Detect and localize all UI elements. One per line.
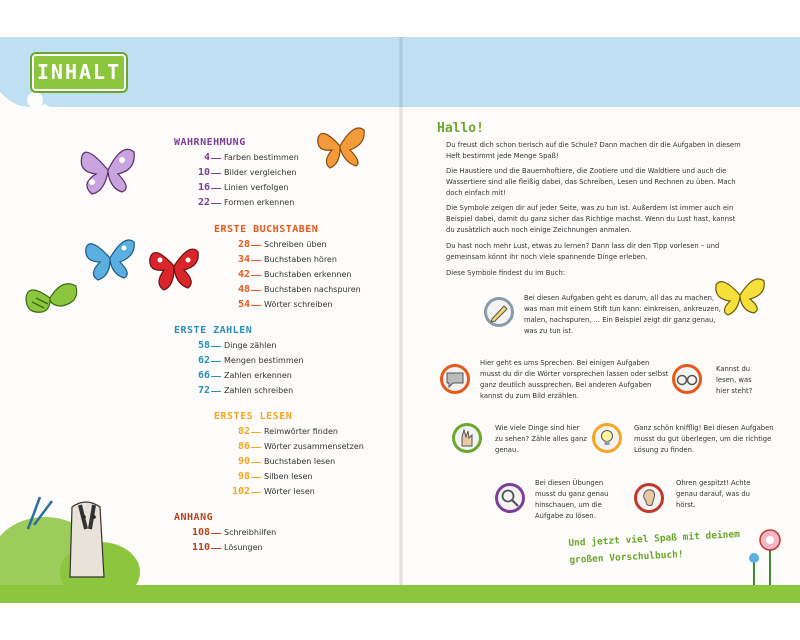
toc-page-number: 22	[197, 197, 210, 208]
toc-entry[interactable]	[176, 152, 299, 163]
toc-entry[interactable]	[176, 340, 276, 351]
flowers-illustration	[740, 522, 800, 592]
blue-butterfly-icon	[84, 232, 136, 282]
toc-label: Formen erkennen	[224, 198, 295, 207]
toc-entry[interactable]	[216, 299, 332, 310]
toc-page-number: 108	[191, 527, 210, 538]
toc-label: Bilder vergleichen	[224, 168, 297, 177]
toc-label: Schreiben üben	[264, 240, 327, 249]
toc-entry[interactable]	[216, 284, 361, 295]
toc-label: Silben lesen	[264, 472, 313, 481]
toc-entry[interactable]	[176, 182, 288, 193]
section-heading-anhang: ANHANG	[174, 512, 214, 523]
toc-entry[interactable]	[176, 197, 294, 208]
toc-page-number: 54	[237, 299, 250, 310]
toc-page-number: 34	[237, 254, 250, 265]
toc-page-number: 66	[197, 370, 210, 381]
toc-entry[interactable]	[216, 441, 364, 452]
section-heading-erste-zahlen: ERSTE ZAHLEN	[174, 325, 253, 336]
ear-icon	[634, 483, 664, 513]
toc-page-number: 82	[237, 426, 250, 437]
toc-entry[interactable]	[216, 254, 337, 265]
toc-page-number: 98	[237, 471, 250, 482]
symbol-description: Bei diesen Übungen musst du ganz genau hinschauen, um die Aufgabe zu lösen.	[535, 479, 609, 520]
toc-page-number: 62	[197, 355, 210, 366]
toc-entry[interactable]	[176, 167, 296, 178]
intro-paragraph: Diese Symbole findest du im Buch:	[446, 269, 566, 277]
purple-butterfly-icon	[78, 142, 138, 197]
toc-label: Wörter zusammensetzen	[264, 442, 364, 451]
toc-label: Schreibhilfen	[224, 528, 277, 537]
toc-label: Linien verfolgen	[224, 183, 289, 192]
toc-entry[interactable]	[216, 471, 312, 482]
toc-page-number: 10	[197, 167, 210, 178]
toc-label: Zahlen erkennen	[224, 371, 292, 380]
toc-label: Buchstaben erkennen	[264, 270, 352, 279]
toc-entry[interactable]	[216, 486, 315, 497]
toc-page-number: 42	[237, 269, 250, 280]
toc-label: Reimwörter finden	[264, 427, 338, 436]
section-heading-wahrnehmung: WAHRNEHMUNG	[174, 137, 246, 148]
section-heading-erstes-lesen: ERSTES LESEN	[214, 411, 293, 422]
symbol-description: Ganz schön knifflig! Bei diesen Aufgaben musst du gut überlegen, um die richtige Lösung zu finden.	[634, 424, 774, 454]
red-butterfly-icon	[148, 240, 200, 292]
toc-entry[interactable]	[216, 426, 338, 437]
toc-label: Dinge zählen	[224, 341, 277, 350]
toc-entry[interactable]	[176, 542, 263, 553]
speech-bubble-icon	[440, 364, 470, 394]
symbol-description: Ohren gespitzt! Achte genau darauf, was du hörst.	[676, 479, 751, 509]
toc-page-number: 86	[237, 441, 250, 452]
toc-entry[interactable]	[176, 527, 276, 538]
glasses-icon	[672, 364, 702, 394]
pencil-icon	[484, 297, 514, 327]
toc-entry[interactable]	[176, 370, 292, 381]
toc-page-number: 58	[197, 340, 210, 351]
intro-paragraph: Du hast noch mehr Lust, etwas zu lernen? Dann lass dir den Tipp vorlesen – und gemeinsam könnt ihr noch viele spannende Dinge erleben.	[446, 242, 720, 261]
toc-label: Farben bestimmen	[224, 153, 299, 162]
intro-paragraph: Die Haustiere und die Bauernhoftiere, die Zootiere und die Waldtiere und auch die Wassertiere sind alle fleißig dabei, das Schreiben, Lesen und Rechnen zu üben. Mach doch einfach mit!	[446, 167, 736, 197]
book-spread	[0, 37, 800, 603]
toc-entry[interactable]	[176, 385, 293, 396]
page-title: INHALT	[32, 54, 126, 91]
toc-entry[interactable]	[216, 239, 327, 250]
badger-illustration	[0, 467, 160, 603]
green-butterfly-icon	[22, 272, 80, 320]
toc-page-number: 90	[237, 456, 250, 467]
page-gutter	[399, 37, 403, 603]
toc-entry[interactable]	[216, 456, 335, 467]
toc-entry[interactable]	[216, 269, 351, 280]
toc-label: Buchstaben lesen	[264, 457, 336, 466]
toc-label: Buchstaben hören	[264, 255, 337, 264]
lightbulb-icon	[592, 423, 622, 453]
toc-label: Mengen bestimmen	[224, 356, 304, 365]
closing-message: Und jetzt viel Spaß mit deinem großen Vorschulbuch!	[568, 529, 741, 566]
toc-label: Wörter schreiben	[264, 300, 333, 309]
magnifier-icon	[495, 483, 525, 513]
intro-paragraph: Du freust dich schon tierisch auf die Schule? Dann machen dir die Aufgaben in diesem Heft bestimmt jede Menge Spaß!	[446, 141, 741, 160]
toc-page-number: 16	[197, 182, 210, 193]
section-heading-erste-buchstaben: ERSTE BUCHSTABEN	[214, 224, 319, 235]
intro-paragraph: Die Symbole zeigen dir auf jeder Seite, was zu tun ist. Außerdem ist immer auch ein Beispiel dabei, damit du ganz sicher das Richtige machst. Wenn du Lust hast, kannst du zusätzlich auch noch einige Zeichnungen anmalen.	[446, 204, 736, 234]
toc-page-number: 4	[203, 152, 210, 163]
orange-butterfly-icon	[316, 122, 366, 170]
toc-page-number: 72	[197, 385, 210, 396]
toc-page-number: 48	[237, 284, 250, 295]
toc-entry[interactable]	[176, 355, 304, 366]
toc-label: Wörter lesen	[264, 487, 315, 496]
yellow-butterfly-icon	[712, 271, 768, 317]
toc-page-number: 110	[191, 542, 210, 553]
symbol-description: Hier geht es ums Sprechen. Bei einigen Aufgaben musst du dir die Wörter vorsprechen lassen oder selbst ganz deutlich aussprechen. Bei anderen Aufgaben kannst du zum Bild erzählen.	[480, 359, 669, 400]
symbol-description: Kannst du lesen, was hier steht?	[716, 365, 753, 395]
counting-hand-icon	[452, 423, 482, 453]
greeting-heading: Hallo!	[437, 121, 484, 136]
toc-label: Buchstaben nachspuren	[264, 285, 361, 294]
symbol-description: Bei diesen Aufgaben geht es darum, all das zu machen, was man mit einem Stift tun kann: einkreisen, ankreuzen, malen, nachspuren, ... Ein Beispiel zeigt dir ganz genau, was zu tun ist.	[524, 294, 721, 335]
toc-label: Zahlen schreiben	[224, 386, 294, 395]
toc-page-number: 102	[231, 486, 250, 497]
toc-page-number: 28	[237, 239, 250, 250]
symbol-description: Wie viele Dinge sind hier zu sehen? Zähle alles ganz genau.	[495, 424, 587, 454]
grass-strip	[0, 585, 800, 603]
toc-label: Lösungen	[224, 543, 263, 552]
